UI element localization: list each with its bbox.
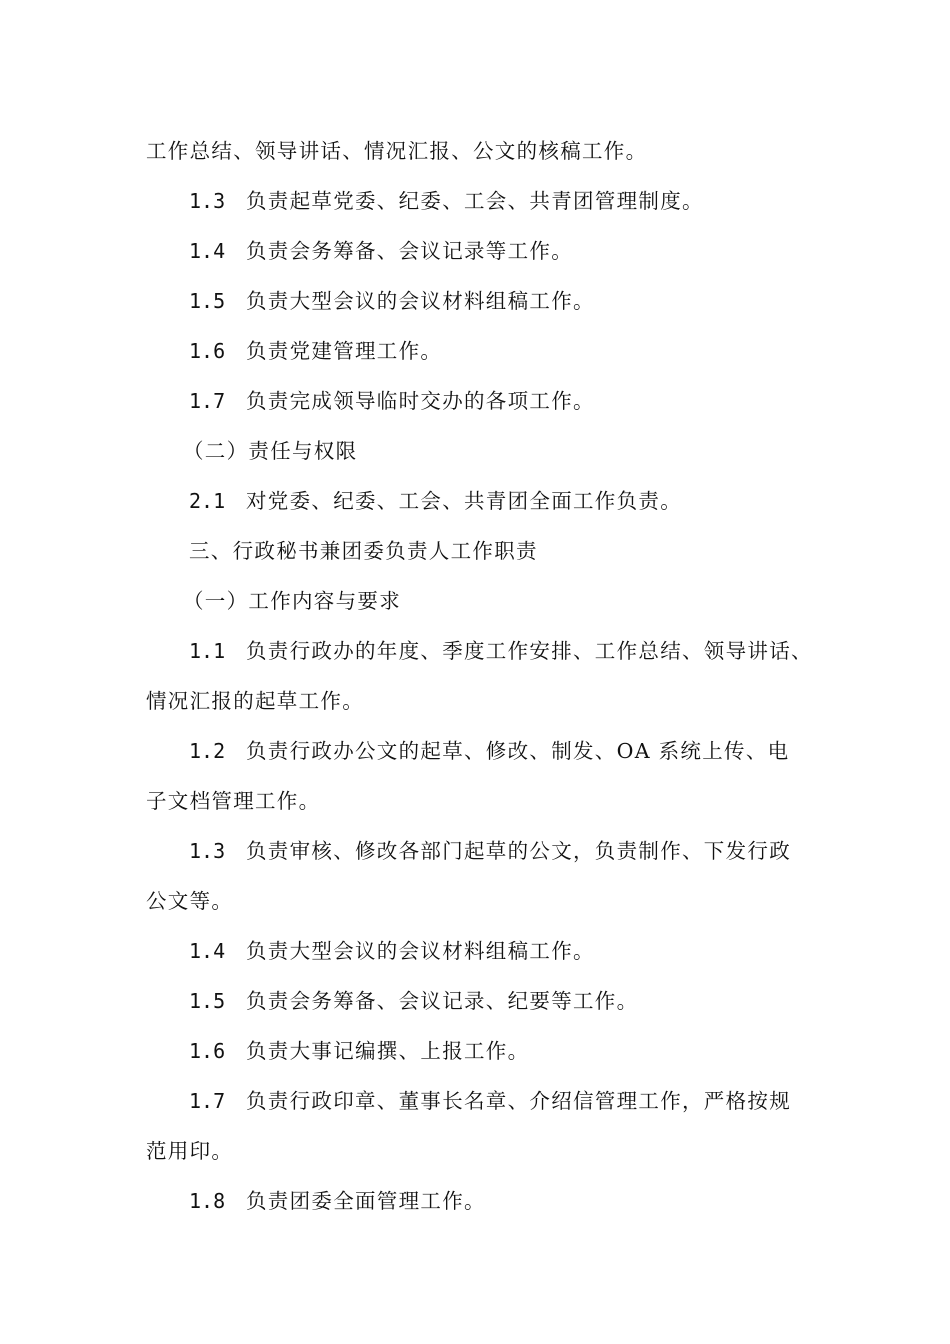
list-item [189, 926, 869, 976]
list-item [189, 326, 869, 376]
line-text: 公文等。 [146, 889, 234, 913]
line-text: 负责会务筹备、会议记录等工作。 [246, 239, 573, 263]
line-text: 负责行政办的年度、季度工作安排、工作总结、领导讲话、 [246, 639, 813, 663]
section-heading [183, 426, 863, 476]
item-number: 1.4 [189, 239, 226, 263]
section-heading [183, 576, 863, 626]
item-number: 1.7 [189, 389, 226, 413]
line-text: 情况汇报的起草工作。 [146, 689, 364, 713]
line-text: 子文档管理工作。 [146, 789, 321, 813]
line-text: 负责党建管理工作。 [246, 339, 443, 363]
item-number: 1.2 [189, 739, 226, 763]
line-text: 对党委、纪委、工会、共青团全面工作负责。 [246, 489, 682, 513]
item-number: 1.6 [189, 1039, 226, 1063]
line-text: 负责完成领导临时交办的各项工作。 [246, 389, 595, 413]
line-text: 范用印。 [146, 1139, 234, 1163]
paragraph-continuation [146, 676, 826, 726]
list-item [189, 276, 869, 326]
line-text: 负责大型会议的会议材料组稿工作。 [246, 939, 595, 963]
list-item [189, 176, 869, 226]
list-item [189, 476, 869, 526]
line-text: 负责大事记编撰、上报工作。 [246, 1039, 530, 1063]
list-item [189, 1026, 869, 1076]
paragraph-continuation [146, 126, 826, 176]
list-item [189, 1076, 869, 1126]
paragraph-continuation [146, 876, 826, 926]
item-number: 1.5 [189, 289, 226, 313]
item-number: 1.3 [189, 839, 226, 863]
heading-text: （二）责任与权限 [183, 439, 358, 463]
paragraph-continuation [146, 1126, 826, 1176]
item-number: 2.1 [189, 489, 226, 513]
item-number: 1.6 [189, 339, 226, 363]
item-number: 1.1 [189, 639, 226, 663]
item-number: 1.8 [189, 1189, 226, 1213]
heading-text: （一）工作内容与要求 [183, 589, 401, 613]
list-item [189, 626, 869, 676]
item-number: 1.5 [189, 989, 226, 1013]
line-text: 负责大型会议的会议材料组稿工作。 [246, 289, 595, 313]
item-number: 1.3 [189, 189, 226, 213]
line-text: 负责行政办公文的起草、修改、制发、OA 系统上传、电 [246, 739, 790, 763]
list-item [189, 826, 869, 876]
line-text: 负责审核、修改各部门起草的公文，负责制作、下发行政 [246, 839, 791, 863]
heading-text: 三、行政秘书兼团委负责人工作职责 [189, 539, 538, 563]
list-item [189, 376, 869, 426]
list-item [189, 1176, 869, 1226]
list-item [189, 726, 869, 776]
item-number: 1.4 [189, 939, 226, 963]
list-item [189, 226, 869, 276]
list-item [189, 976, 869, 1026]
line-text: 负责起草党委、纪委、工会、共青团管理制度。 [246, 189, 704, 213]
line-text: 负责行政印章、董事长名章、介绍信管理工作，严格按规 [246, 1089, 791, 1113]
line-text: 负责团委全面管理工作。 [246, 1189, 486, 1213]
chapter-heading [189, 526, 869, 576]
line-text: 负责会务筹备、会议记录、纪要等工作。 [246, 989, 639, 1013]
paragraph-continuation [146, 776, 826, 826]
item-number: 1.7 [189, 1089, 226, 1113]
line-text: 工作总结、领导讲话、情况汇报、公文的核稿工作。 [146, 139, 648, 163]
